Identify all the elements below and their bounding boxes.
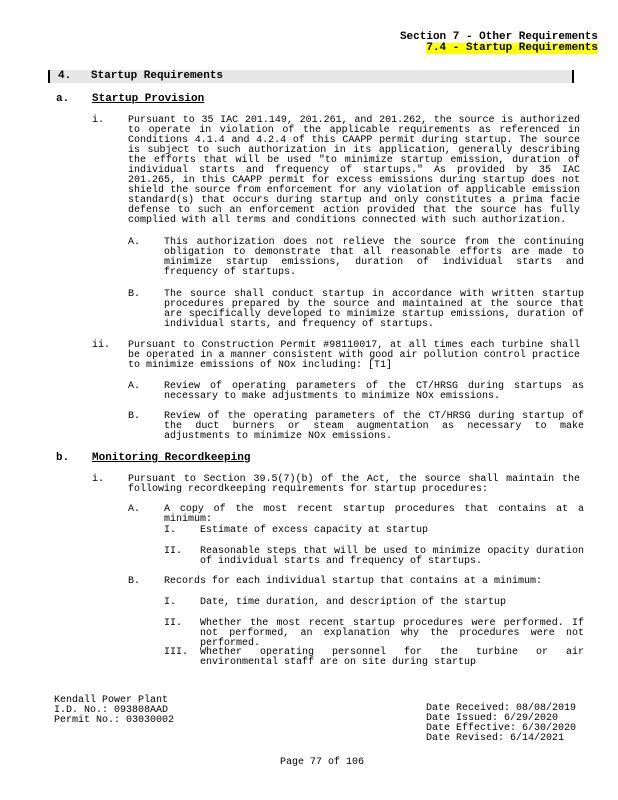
subsection-b-heading-text: Monitoring Recordkeeping: [92, 452, 251, 464]
subsection-a-label: a.: [56, 93, 70, 105]
item-a-i-text: Pursuant to 35 IAC 201.149, 201.261, and 201.262, the source is authorized to operate in violation of the applicable requirements as referenced in Conditions 4.1.4 and 4.2.4 of this CAAPP permit during startup. The source is subject to such authorization in its application, generally describing the efforts that will be used "to minimize startup emission, duration of individual starts and frequency of startups." As provided by 35 IAC 201.265, in this CAAPP permit for excess emissions during startup does not shield the source from enforcement for any violation of applicable emission standard(s) that occurs during startup and only constitutes a prima facie defense to such an enforcement action provided that the source has fully complied with all terms and conditions connected with such authorization.: [128, 115, 580, 226]
section-title: Startup Requirements: [91, 70, 224, 82]
page-header: [400, 32, 598, 54]
item-b-i-B-II-text: Whether the most recent startup procedures were performed. If not performed, an explanation why the procedures were not performed.: [200, 618, 584, 649]
item-b-i-A-II-label: II.: [164, 546, 183, 557]
subsection-b-heading: [92, 453, 250, 463]
footer-id-no: I.D. No.: 093808AAD: [54, 705, 169, 716]
item-a-ii-B-text: Review of the operating parameters of the CT/HRSG during startup of the duct burners or steam augmentation as necessary to make adjustments to minimize NOx emissions.: [164, 411, 584, 442]
item-b-i-A-II-text: Reasonable steps that will be used to minimize opacity duration of individual starts and frequency of startups.: [200, 546, 584, 567]
header-subsection: 7.4 - Startup Requirements: [426, 42, 598, 54]
page-number: Page 77 of 106: [280, 757, 365, 768]
subsection-a-heading: [92, 94, 204, 104]
subsection-a-heading-text: Startup Provision: [92, 93, 205, 105]
item-a-ii-B-label: B.: [128, 411, 141, 422]
item-a-i-B-text: The source shall conduct startup in accordance with written startup procedures prepared by the source and maintained at the source that are specifically developed to minimize startup emissions, duration of individual starts, and frequency of startups.: [164, 289, 584, 330]
item-b-i-B-I-text: Date, time duration, and description of the startup: [200, 597, 507, 608]
item-b-i-B-II-label: II.: [164, 618, 183, 629]
footer-permit-no: Permit No.: 03030002: [54, 715, 175, 726]
header-section: Section 7 - Other Requirements: [399, 31, 598, 43]
item-b-i-A-label: A.: [128, 504, 141, 515]
item-b-i-A-text: A copy of the most recent startup procedures that contains at a minimum:: [164, 504, 584, 525]
footer-left: [54, 696, 174, 726]
item-a-i-A-label: A.: [128, 237, 141, 248]
item-a-ii-A-label: A.: [128, 381, 141, 392]
footer-right: [426, 704, 576, 744]
item-b-i-B-text: Records for each individual startup that contains at a minimum:: [164, 576, 543, 587]
item-b-i-B-I-label: I.: [164, 597, 177, 608]
item-a-ii-text: Pursuant to Construction Permit #98110017, at all times each turbine shall be operated in a manner consistent with good air pollution control practice to minimize emissions of NOx including: [T1]: [128, 340, 580, 371]
footer-facility: Kendall Power Plant: [54, 695, 169, 706]
footer-date-effective: Date Effective: 6/30/2020: [426, 723, 577, 734]
item-a-i-A-text: This authorization does not relieve the source from the continuing obligation to demonstrate that all reasonable efforts are made to minimize startup emissions, duration of individual starts and frequency of startups.: [164, 237, 584, 278]
section-bar: [48, 70, 574, 83]
subsection-b-label: b.: [56, 452, 70, 464]
item-a-i-label: i.: [92, 115, 105, 126]
item-b-i-label: i.: [92, 474, 105, 485]
footer-date-issued: Date Issued: 6/29/2020: [426, 713, 559, 724]
item-b-i-A-I-label: I.: [164, 525, 177, 536]
item-b-i-B-III-label: III.: [164, 647, 189, 658]
item-b-i-A-I-text: Estimate of excess capacity at startup: [200, 525, 429, 536]
footer-date-revised: Date Revised: 6/14/2021: [426, 733, 565, 744]
section-number: 4.: [58, 70, 72, 82]
footer-date-received: Date Received: 08/08/2019: [426, 703, 577, 714]
item-a-ii-A-text: Review of operating parameters of the CT/HRSG during startups as necessary to make adjustments to minimize NOx emissions.: [164, 381, 584, 402]
item-b-i-text: Pursuant to Section 39.5(7)(b) of the Act, the source shall maintain the following recordkeeping requirements for startup procedures:: [128, 474, 580, 495]
item-a-i-B-label: B.: [128, 289, 141, 300]
item-a-ii-label: ii.: [92, 340, 111, 351]
item-b-i-B-III-text: Whether operating personnel for the turbine or air environmental staff are on site during startup: [200, 647, 584, 668]
item-b-i-B-label: B.: [128, 576, 141, 587]
